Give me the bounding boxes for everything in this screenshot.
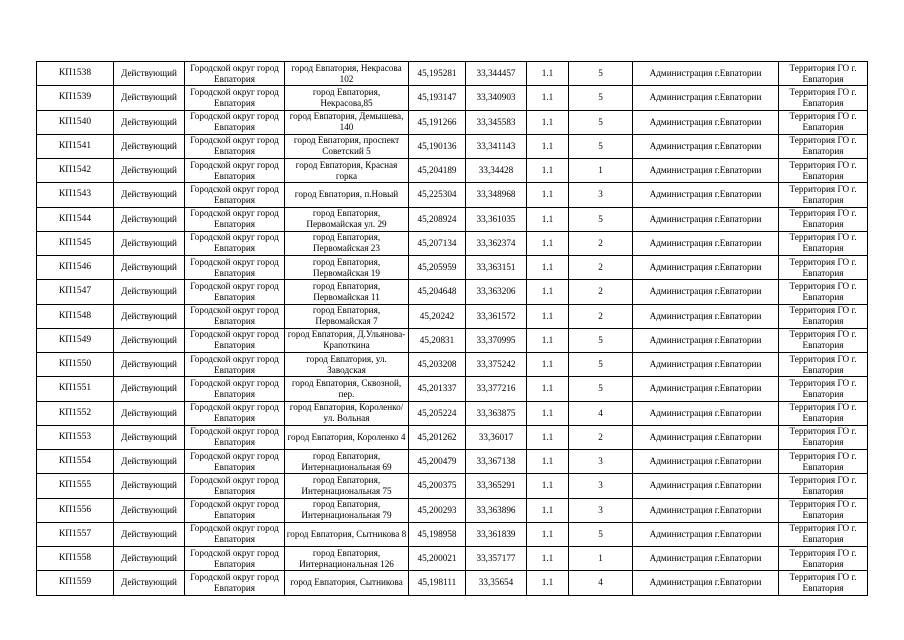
latitude-cell: 45,200293 (409, 498, 466, 522)
address-cell: город Евпатория, Д.Ульянова-Крапоткина (285, 328, 409, 352)
address-cell: город Евпатория, п.Новый (285, 183, 409, 207)
latitude-cell: 45,200479 (409, 450, 466, 474)
latitude-cell: 45,207134 (409, 231, 466, 255)
territory-cell: Территория ГО г. Евпатория (779, 498, 868, 522)
volume-cell: 1.1 (527, 256, 569, 280)
territory-cell: Территория ГО г. Евпатория (779, 86, 868, 110)
container-count-cell: 3 (569, 450, 633, 474)
status-cell: Действующий (114, 522, 185, 546)
owner-cell: Администрация г.Евпатории (633, 377, 779, 401)
volume-cell: 1.1 (527, 474, 569, 498)
longitude-cell: 33,344457 (466, 62, 527, 86)
address-cell: город Евпатория, Первомайская 11 (285, 280, 409, 304)
address-cell: город Евпатория, Первомайская 19 (285, 256, 409, 280)
longitude-cell: 33,348968 (466, 183, 527, 207)
latitude-cell: 45,225304 (409, 183, 466, 207)
longitude-cell: 33,361839 (466, 522, 527, 546)
longitude-cell: 33,365291 (466, 474, 527, 498)
site-id-cell: КП1542 (37, 159, 114, 183)
site-id-cell: КП1558 (37, 547, 114, 571)
latitude-cell: 45,20831 (409, 328, 466, 352)
volume-cell: 1.1 (527, 522, 569, 546)
table-row (37, 377, 868, 401)
latitude-cell: 45,201262 (409, 425, 466, 449)
address-cell: город Евпатория, Красная горка (285, 159, 409, 183)
address-cell: город Евпатория, Короленко/ул. Вольная (285, 401, 409, 425)
territory-cell: Территория ГО г. Евпатория (779, 159, 868, 183)
volume-cell: 1.1 (527, 401, 569, 425)
address-cell: город Евпатория, Первомайская ул. 29 (285, 207, 409, 231)
territory-cell: Территория ГО г. Евпатория (779, 256, 868, 280)
latitude-cell: 45,20242 (409, 304, 466, 328)
volume-cell: 1.1 (527, 353, 569, 377)
address-cell: город Евпатория, Сытникова 8 (285, 522, 409, 546)
longitude-cell: 33,363875 (466, 401, 527, 425)
table-row (37, 110, 868, 134)
territory-cell: Территория ГО г. Евпатория (779, 522, 868, 546)
district-cell: Городской округ город Евпатория (185, 159, 285, 183)
address-cell: город Евпатория, проспект Советский 5 (285, 134, 409, 158)
latitude-cell: 45,198111 (409, 571, 466, 595)
table-row (37, 280, 868, 304)
territory-cell: Территория ГО г. Евпатория (779, 328, 868, 352)
territory-cell: Территория ГО г. Евпатория (779, 304, 868, 328)
site-id-cell: КП1544 (37, 207, 114, 231)
table-row (37, 425, 868, 449)
status-cell: Действующий (114, 328, 185, 352)
territory-cell: Территория ГО г. Евпатория (779, 183, 868, 207)
address-cell: город Евпатория, Сквозной, пер. (285, 377, 409, 401)
status-cell: Действующий (114, 425, 185, 449)
status-cell: Действующий (114, 110, 185, 134)
volume-cell: 1.1 (527, 425, 569, 449)
territory-cell: Территория ГО г. Евпатория (779, 110, 868, 134)
district-cell: Городской округ город Евпатория (185, 62, 285, 86)
container-count-cell: 1 (569, 159, 633, 183)
owner-cell: Администрация г.Евпатории (633, 134, 779, 158)
longitude-cell: 33,377216 (466, 377, 527, 401)
owner-cell: Администрация г.Евпатории (633, 86, 779, 110)
longitude-cell: 33,363896 (466, 498, 527, 522)
volume-cell: 1.1 (527, 159, 569, 183)
longitude-cell: 33,357177 (466, 547, 527, 571)
owner-cell: Администрация г.Евпатории (633, 571, 779, 595)
longitude-cell: 33,345583 (466, 110, 527, 134)
site-id-cell: КП1557 (37, 522, 114, 546)
status-cell: Действующий (114, 159, 185, 183)
district-cell: Городской округ город Евпатория (185, 401, 285, 425)
latitude-cell: 45,200021 (409, 547, 466, 571)
site-id-cell: КП1541 (37, 134, 114, 158)
status-cell: Действующий (114, 183, 185, 207)
container-count-cell: 2 (569, 231, 633, 255)
district-cell: Городской округ город Евпатория (185, 474, 285, 498)
table-row (37, 183, 868, 207)
owner-cell: Администрация г.Евпатории (633, 207, 779, 231)
container-count-cell: 2 (569, 304, 633, 328)
longitude-cell: 33,375242 (466, 353, 527, 377)
owner-cell: Администрация г.Евпатории (633, 280, 779, 304)
district-cell: Городской округ город Евпатория (185, 231, 285, 255)
district-cell: Городской округ город Евпатория (185, 183, 285, 207)
container-count-cell: 1 (569, 547, 633, 571)
status-cell: Действующий (114, 498, 185, 522)
latitude-cell: 45,204648 (409, 280, 466, 304)
owner-cell: Администрация г.Евпатории (633, 183, 779, 207)
latitude-cell: 45,205959 (409, 256, 466, 280)
container-count-cell: 5 (569, 110, 633, 134)
status-cell: Действующий (114, 62, 185, 86)
table-row (37, 207, 868, 231)
territory-cell: Территория ГО г. Евпатория (779, 353, 868, 377)
container-count-cell: 5 (569, 522, 633, 546)
address-cell: город Евпатория, Интернациональная 75 (285, 474, 409, 498)
longitude-cell: 33,34428 (466, 159, 527, 183)
volume-cell: 1.1 (527, 183, 569, 207)
district-cell: Городской округ город Евпатория (185, 256, 285, 280)
status-cell: Действующий (114, 353, 185, 377)
volume-cell: 1.1 (527, 571, 569, 595)
latitude-cell: 45,195281 (409, 62, 466, 86)
container-count-cell: 5 (569, 86, 633, 110)
volume-cell: 1.1 (527, 62, 569, 86)
volume-cell: 1.1 (527, 328, 569, 352)
container-count-cell: 3 (569, 498, 633, 522)
district-cell: Городской округ город Евпатория (185, 328, 285, 352)
container-count-cell: 2 (569, 280, 633, 304)
owner-cell: Администрация г.Евпатории (633, 62, 779, 86)
latitude-cell: 45,198958 (409, 522, 466, 546)
longitude-cell: 33,36017 (466, 425, 527, 449)
address-cell: город Евпатория, Короленко 4 (285, 425, 409, 449)
longitude-cell: 33,363151 (466, 256, 527, 280)
table-row (37, 571, 868, 595)
territory-cell: Территория ГО г. Евпатория (779, 425, 868, 449)
district-cell: Городской округ город Евпатория (185, 280, 285, 304)
owner-cell: Администрация г.Евпатории (633, 110, 779, 134)
container-count-cell: 5 (569, 134, 633, 158)
owner-cell: Администрация г.Евпатории (633, 401, 779, 425)
container-count-cell: 2 (569, 256, 633, 280)
status-cell: Действующий (114, 474, 185, 498)
container-count-cell: 3 (569, 474, 633, 498)
latitude-cell: 45,205224 (409, 401, 466, 425)
site-id-cell: КП1543 (37, 183, 114, 207)
address-cell: город Евпатория, Интернациональная 126 (285, 547, 409, 571)
site-id-cell: КП1546 (37, 256, 114, 280)
owner-cell: Администрация г.Евпатории (633, 498, 779, 522)
site-id-cell: КП1547 (37, 280, 114, 304)
site-id-cell: КП1551 (37, 377, 114, 401)
district-cell: Городской округ город Евпатория (185, 547, 285, 571)
table-row (37, 498, 868, 522)
territory-cell: Территория ГО г. Евпатория (779, 231, 868, 255)
district-cell: Городской округ город Евпатория (185, 498, 285, 522)
site-id-cell: КП1540 (37, 110, 114, 134)
table-row (37, 328, 868, 352)
volume-cell: 1.1 (527, 498, 569, 522)
owner-cell: Администрация г.Евпатории (633, 547, 779, 571)
district-cell: Городской округ город Евпатория (185, 450, 285, 474)
owner-cell: Администрация г.Евпатории (633, 450, 779, 474)
status-cell: Действующий (114, 231, 185, 255)
owner-cell: Администрация г.Евпатории (633, 256, 779, 280)
container-count-cell: 4 (569, 401, 633, 425)
address-cell: город Евпатория, Демышева, 140 (285, 110, 409, 134)
site-id-cell: КП1554 (37, 450, 114, 474)
address-cell: город Евпатория, Некрасова 102 (285, 62, 409, 86)
container-count-cell: 3 (569, 183, 633, 207)
status-cell: Действующий (114, 86, 185, 110)
district-cell: Городской округ город Евпатория (185, 353, 285, 377)
address-cell: город Евпатория, ул. Заводская (285, 353, 409, 377)
status-cell: Действующий (114, 256, 185, 280)
table-row (37, 304, 868, 328)
container-count-cell: 4 (569, 571, 633, 595)
table-row (37, 450, 868, 474)
table-row (37, 231, 868, 255)
site-id-cell: КП1552 (37, 401, 114, 425)
status-cell: Действующий (114, 571, 185, 595)
container-count-cell: 5 (569, 353, 633, 377)
address-cell: город Евпатория, Первомайская 23 (285, 231, 409, 255)
district-cell: Городской округ город Евпатория (185, 377, 285, 401)
volume-cell: 1.1 (527, 280, 569, 304)
district-cell: Городской округ город Евпатория (185, 110, 285, 134)
latitude-cell: 45,208924 (409, 207, 466, 231)
territory-cell: Территория ГО г. Евпатория (779, 450, 868, 474)
longitude-cell: 33,340903 (466, 86, 527, 110)
owner-cell: Администрация г.Евпатории (633, 304, 779, 328)
site-id-cell: КП1555 (37, 474, 114, 498)
district-cell: Городской округ город Евпатория (185, 522, 285, 546)
status-cell: Действующий (114, 401, 185, 425)
district-cell: Городской округ город Евпатория (185, 425, 285, 449)
table-row (37, 159, 868, 183)
longitude-cell: 33,362374 (466, 231, 527, 255)
container-count-cell: 5 (569, 377, 633, 401)
table-row (37, 474, 868, 498)
volume-cell: 1.1 (527, 86, 569, 110)
table-row (37, 256, 868, 280)
longitude-cell: 33,35654 (466, 571, 527, 595)
status-cell: Действующий (114, 377, 185, 401)
status-cell: Действующий (114, 304, 185, 328)
longitude-cell: 33,361572 (466, 304, 527, 328)
district-cell: Городской округ город Евпатория (185, 207, 285, 231)
latitude-cell: 45,200375 (409, 474, 466, 498)
longitude-cell: 33,341143 (466, 134, 527, 158)
container-count-cell: 5 (569, 328, 633, 352)
table-row (37, 401, 868, 425)
address-cell: город Евпатория, Интернациональная 69 (285, 450, 409, 474)
latitude-cell: 45,204189 (409, 159, 466, 183)
volume-cell: 1.1 (527, 207, 569, 231)
status-cell: Действующий (114, 134, 185, 158)
latitude-cell: 45,191266 (409, 110, 466, 134)
site-id-cell: КП1550 (37, 353, 114, 377)
territory-cell: Территория ГО г. Евпатория (779, 571, 868, 595)
table-row (37, 86, 868, 110)
table-row (37, 62, 868, 86)
volume-cell: 1.1 (527, 231, 569, 255)
latitude-cell: 45,201337 (409, 377, 466, 401)
status-cell: Действующий (114, 207, 185, 231)
owner-cell: Администрация г.Евпатории (633, 353, 779, 377)
owner-cell: Администрация г.Евпатории (633, 474, 779, 498)
latitude-cell: 45,203208 (409, 353, 466, 377)
table-row (37, 547, 868, 571)
status-cell: Действующий (114, 450, 185, 474)
owner-cell: Администрация г.Евпатории (633, 425, 779, 449)
site-id-cell: КП1556 (37, 498, 114, 522)
territory-cell: Территория ГО г. Евпатория (779, 401, 868, 425)
container-sites-table (36, 61, 868, 596)
territory-cell: Территория ГО г. Евпатория (779, 134, 868, 158)
table-row (37, 353, 868, 377)
table-row (37, 522, 868, 546)
volume-cell: 1.1 (527, 110, 569, 134)
site-id-cell: КП1553 (37, 425, 114, 449)
district-cell: Городской округ город Евпатория (185, 571, 285, 595)
address-cell: город Евпатория, Первомайская 7 (285, 304, 409, 328)
district-cell: Городской округ город Евпатория (185, 86, 285, 110)
territory-cell: Территория ГО г. Евпатория (779, 474, 868, 498)
latitude-cell: 45,190136 (409, 134, 466, 158)
site-id-cell: КП1545 (37, 231, 114, 255)
volume-cell: 1.1 (527, 547, 569, 571)
territory-cell: Территория ГО г. Евпатория (779, 280, 868, 304)
container-count-cell: 2 (569, 425, 633, 449)
address-cell: город Евпатория, Некрасова,85 (285, 86, 409, 110)
table-row (37, 134, 868, 158)
district-cell: Городской округ город Евпатория (185, 304, 285, 328)
owner-cell: Администрация г.Евпатории (633, 522, 779, 546)
territory-cell: Территория ГО г. Евпатория (779, 547, 868, 571)
owner-cell: Администрация г.Евпатории (633, 231, 779, 255)
owner-cell: Администрация г.Евпатории (633, 159, 779, 183)
status-cell: Действующий (114, 280, 185, 304)
longitude-cell: 33,361035 (466, 207, 527, 231)
address-cell: город Евпатория, Интернациональная 79 (285, 498, 409, 522)
territory-cell: Территория ГО г. Евпатория (779, 62, 868, 86)
district-cell: Городской округ город Евпатория (185, 134, 285, 158)
container-count-cell: 5 (569, 62, 633, 86)
territory-cell: Территория ГО г. Евпатория (779, 207, 868, 231)
site-id-cell: КП1559 (37, 571, 114, 595)
latitude-cell: 45,193147 (409, 86, 466, 110)
longitude-cell: 33,363206 (466, 280, 527, 304)
status-cell: Действующий (114, 547, 185, 571)
volume-cell: 1.1 (527, 450, 569, 474)
longitude-cell: 33,370995 (466, 328, 527, 352)
site-id-cell: КП1549 (37, 328, 114, 352)
owner-cell: Администрация г.Евпатории (633, 328, 779, 352)
volume-cell: 1.1 (527, 134, 569, 158)
address-cell: город Евпатория, Сытникова (285, 571, 409, 595)
volume-cell: 1.1 (527, 304, 569, 328)
longitude-cell: 33,367138 (466, 450, 527, 474)
territory-cell: Территория ГО г. Евпатория (779, 377, 868, 401)
container-count-cell: 5 (569, 207, 633, 231)
site-id-cell: КП1548 (37, 304, 114, 328)
site-id-cell: КП1538 (37, 62, 114, 86)
volume-cell: 1.1 (527, 377, 569, 401)
site-id-cell: КП1539 (37, 86, 114, 110)
